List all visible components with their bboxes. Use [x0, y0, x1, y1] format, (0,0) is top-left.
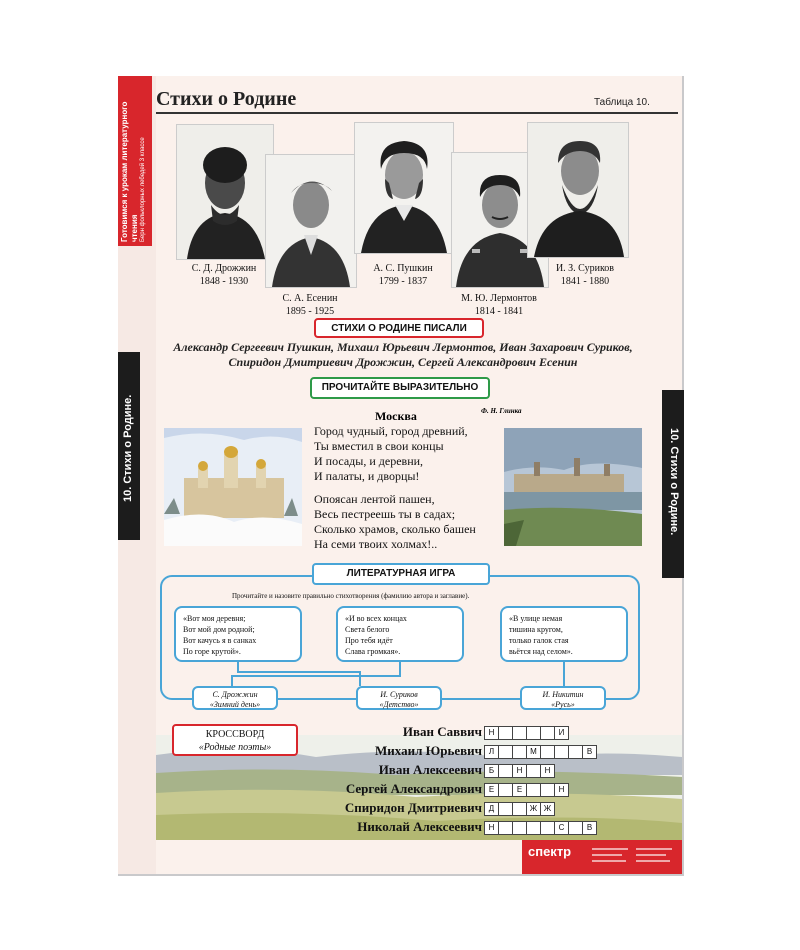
crossword-cell[interactable]: Н	[484, 726, 499, 740]
answer-author: И. Суриков	[380, 690, 418, 699]
portrait-drozhzhin	[176, 124, 274, 260]
crossword-cell[interactable]	[526, 821, 541, 835]
poem-text	[314, 424, 476, 552]
crossword-cell[interactable]: И	[554, 726, 569, 740]
quote-line: вьётся над селом».	[509, 647, 573, 656]
crossword-cell[interactable]	[540, 821, 555, 835]
crossword-cell[interactable]	[498, 783, 513, 797]
series-tab	[118, 76, 152, 246]
quote-line: «Вот моя деревня;	[183, 614, 246, 623]
crossword-row	[484, 726, 568, 740]
crossword-clue: Михаил Юрьевич	[375, 743, 482, 758]
crossword-row	[484, 783, 568, 797]
crossword-cell[interactable]	[498, 802, 513, 816]
caption-pushkin	[354, 262, 452, 288]
crossword-cell[interactable]	[554, 745, 569, 759]
caption-years: 1799 - 1837	[378, 276, 428, 287]
quote-line: Света белого	[345, 625, 390, 634]
crossword-clue: Николай Алексеевич	[357, 819, 482, 834]
crossword-subtitle: «Родные поэты»	[198, 742, 272, 753]
crossword-cell[interactable]: Ж	[526, 802, 541, 816]
series-tab-text: Готовимся к урокам литературного чтения	[120, 101, 139, 242]
fine-print	[592, 854, 622, 856]
quote-line: Вот качусь я в санках	[183, 636, 257, 645]
poem-title: Москва	[375, 409, 417, 423]
authors-label: СТИХИ О РОДИНЕ ПИСАЛИ	[314, 318, 484, 338]
game-instruction: Прочитайте и назовите правильно стихотворения (фамилию автора и заглавие).	[232, 592, 470, 600]
authors-list: Александр Сергеевич Пушкин, Михаил Юрьевич Лермонтов, Иван Захарович Суриков, Спиридон Дмитриевич Дрожжин, Сергей Александрович Есенин	[173, 340, 633, 369]
crossword-clue: Сергей Александрович	[345, 781, 482, 796]
crossword-cell[interactable]: Е	[484, 783, 499, 797]
crossword-cell[interactable]: Н	[512, 764, 527, 778]
quote-line: «И во всех концах	[345, 614, 407, 623]
portrait-esenin	[265, 154, 357, 288]
poem-line: И палаты, и дворцы!	[314, 469, 420, 483]
quote-box	[174, 606, 302, 662]
quote-box	[336, 606, 464, 662]
series-tab-subtext: Берн фольклорных лебедей 3 классе	[140, 137, 146, 242]
caption-esenin	[265, 292, 355, 318]
poem-line: Город чудный, город древний,	[314, 424, 468, 438]
answer-box	[192, 686, 278, 710]
crossword-cell[interactable]: Ж	[540, 802, 555, 816]
answer-box	[520, 686, 606, 710]
crossword-cell[interactable]: Л	[484, 745, 499, 759]
crossword-cell[interactable]: Д	[484, 802, 499, 816]
reading-label: ПРОЧИТАЙТЕ ВЫРАЗИТЕЛЬНО	[310, 377, 490, 399]
publisher-strip	[522, 840, 682, 874]
crossword-clue: Спиридон Дмитриевич	[344, 800, 482, 815]
crossword-cell[interactable]	[568, 745, 583, 759]
crossword-cell[interactable]	[526, 783, 541, 797]
page-title: Стихи о Родине	[156, 88, 297, 110]
quote-line: только галок стая	[509, 636, 569, 645]
fine-print	[636, 848, 672, 850]
answer-author: С. Дрожжин	[212, 690, 258, 699]
crossword-row	[484, 764, 554, 778]
side-label-left-text: 10. Стихи о Родине.	[122, 394, 134, 502]
quote-line: Про тебя идёт	[345, 636, 393, 645]
crossword-clue: Иван Саввич	[402, 724, 482, 739]
crossword-cell[interactable]: Н	[484, 821, 499, 835]
crossword-cell[interactable]	[512, 745, 527, 759]
caption-name: С. Д. Дрожжин	[191, 263, 257, 274]
caption-drozhzhin	[176, 262, 272, 288]
fine-print	[636, 854, 666, 856]
answer-box	[356, 686, 442, 710]
caption-years: 1814 - 1841	[474, 306, 524, 317]
crossword-row	[484, 821, 596, 835]
quote-box	[500, 606, 628, 662]
crossword-cell[interactable]: М	[526, 745, 541, 759]
crossword-cell[interactable]	[498, 821, 513, 835]
crossword-cell[interactable]: Б	[484, 764, 499, 778]
caption-name: А. С. Пушкин	[373, 263, 433, 274]
fine-print	[592, 860, 626, 862]
illustration-moscow-river	[504, 428, 642, 546]
caption-name: И. З. Суриков	[555, 263, 615, 274]
crossword-cell[interactable]	[512, 821, 527, 835]
caption-name: С. А. Есенин	[282, 293, 338, 304]
table-number: Таблица 10.	[594, 97, 650, 108]
poem-line: Весь пестреешь ты в садах;	[314, 507, 456, 521]
caption-surikov	[535, 262, 635, 288]
crossword-cell[interactable]: Н	[540, 764, 555, 778]
answer-work: «Русь»	[551, 700, 575, 709]
poem-author: Ф. Н. Глинка	[481, 407, 522, 415]
quote-line: «В улице немая	[509, 614, 563, 623]
crossword-label	[172, 724, 298, 756]
crossword-cell[interactable]	[498, 726, 513, 740]
crossword-cell[interactable]: В	[582, 745, 597, 759]
crossword-cell[interactable]	[498, 745, 513, 759]
crossword-cell[interactable]	[568, 821, 583, 835]
crossword-cell[interactable]	[512, 726, 527, 740]
poem-line: Сколько храмов, сколько башен	[314, 522, 476, 536]
side-label-right	[662, 390, 684, 578]
crossword-cell[interactable]	[512, 802, 527, 816]
crossword-row	[484, 802, 554, 816]
caption-years: 1841 - 1880	[560, 276, 610, 287]
publisher-logo: спектр	[528, 844, 572, 859]
caption-name: М. Ю. Лермонтов	[461, 293, 537, 304]
crossword-cell[interactable]: В	[582, 821, 597, 835]
portrait-pushkin	[354, 122, 454, 254]
crossword-cell[interactable]: С	[554, 821, 569, 835]
quote-line: тишина кругом,	[509, 625, 563, 634]
side-label-left	[118, 352, 140, 540]
poem-line: И посады, и деревни,	[314, 454, 424, 468]
crossword-cell[interactable]	[540, 745, 555, 759]
fine-print	[636, 860, 670, 862]
poem-line: На семи твоих холмах!..	[314, 537, 438, 551]
crossword-cell[interactable]	[540, 783, 555, 797]
crossword-cell[interactable]	[540, 726, 555, 740]
caption-years: 1895 - 1925	[285, 306, 335, 317]
quote-line: Слава громкая».	[345, 647, 401, 656]
quote-line: Вот мой дом родной;	[183, 625, 255, 634]
poem-line: Опоясан лентой пашен,	[314, 492, 435, 506]
crossword-clue: Иван Алексеевич	[378, 762, 482, 777]
answer-work: «Детство»	[379, 700, 419, 709]
illustration-kremlin-winter	[164, 428, 302, 546]
crossword-cell[interactable]	[526, 764, 541, 778]
crossword-row	[484, 745, 596, 759]
crossword-cell[interactable]: Н	[554, 783, 569, 797]
side-label-right-text: 10. Стихи о Родине.	[668, 428, 680, 536]
fine-print	[592, 848, 628, 850]
title-underline	[156, 112, 678, 114]
answer-work: «Зимний день»	[209, 700, 261, 709]
poem-line: Ты вместил в свои концы	[314, 439, 444, 453]
portrait-surikov	[527, 122, 629, 258]
crossword-cell[interactable]: Е	[512, 783, 527, 797]
quote-line: По горе крутой».	[183, 647, 241, 656]
crossword-cell[interactable]	[498, 764, 513, 778]
caption-years: 1848 - 1930	[199, 276, 249, 287]
crossword-title: КРОССВОРД	[205, 729, 265, 740]
answer-author: И. Никитин	[542, 690, 584, 699]
crossword-cell[interactable]	[526, 726, 541, 740]
caption-lermontov	[444, 292, 554, 318]
game-label: ЛИТЕРАТУРНАЯ ИГРА	[312, 563, 490, 585]
